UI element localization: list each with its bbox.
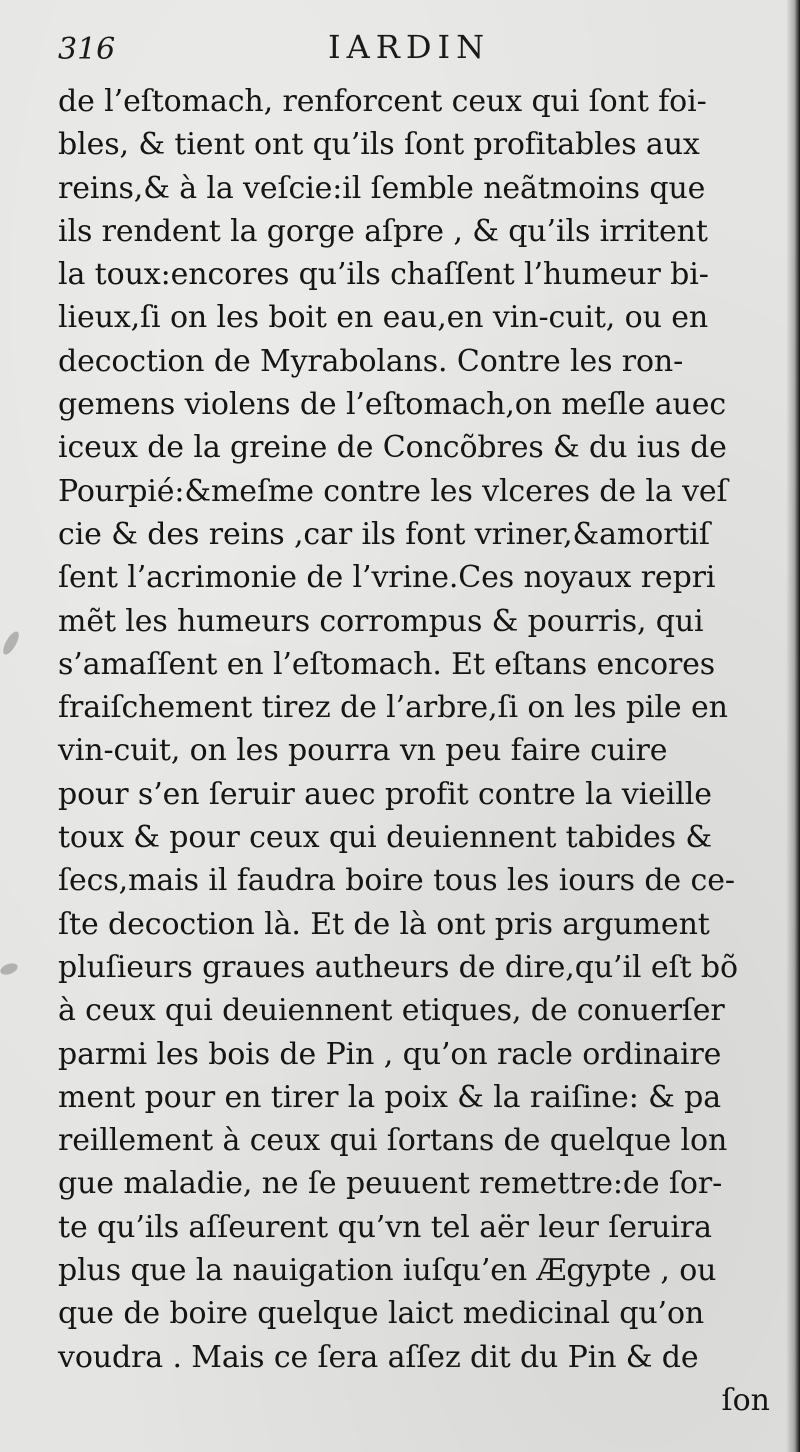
catchword: ſon xyxy=(721,1382,770,1418)
text-line: plus que la nauigation iuſqu’en Ægypte , ou xyxy=(58,1253,717,1289)
text-line: fraiſchement tirez de l’arbre,ſi on les pile en xyxy=(58,690,728,726)
page-edge-shadow xyxy=(786,0,800,1452)
page-number: 316 xyxy=(58,32,116,67)
text-line: de l’eſtomach, renforcent ceux qui ſont foi- xyxy=(58,84,707,119)
text-line: te qu’ils aſſeurent qu’vn tel aër leur ſeruira xyxy=(58,1209,712,1245)
text-line: gemens violens de l’eſtomach,on meſle auec xyxy=(58,387,727,423)
text-line: vin-cuit, on les pourra vn peu faire cuire xyxy=(58,733,668,769)
text-line: parmi les bois de Pin , qu’on racle ordinaire xyxy=(58,1036,722,1072)
text-line: iceux de la greine de Concõbres & du ius de xyxy=(58,430,727,466)
text-line: reillement à ceux qui ſortans de quelque lon xyxy=(58,1123,728,1159)
text-line: reins,& à la veſcie:il ſemble neãtmoins que xyxy=(58,170,706,206)
text-line: gue maladie, ne ſe peuuent remettre:de ſor- xyxy=(58,1166,723,1202)
text-line: cie & des reins ,car ils font vriner,&amortiſ xyxy=(58,516,710,552)
text-line: ment pour en tirer la poix & la raiſine: & pa xyxy=(58,1079,722,1115)
text-line: mẽt les humeurs corrompus & pourris, qui xyxy=(58,603,704,639)
text-line: la toux:encores qu’ils chaſſent l’humeur bi- xyxy=(58,257,709,293)
text-line: bles, & tient ont qu’ils ſont profitables aux xyxy=(58,127,700,163)
text-line: Pourpié:&meſme contre les vlceres de la veſ xyxy=(58,473,728,509)
text-line: decoction de Myrabolans. Contre les ron- xyxy=(58,343,684,379)
text-line: voudra . Mais ce ſera aſſez dit du Pin & de xyxy=(58,1339,699,1375)
text-line: ſent l’acrimonie de l’vrine.Ces noyaux repri xyxy=(58,560,716,596)
text-line: pluſieurs graues autheurs de dire,qu’il eſt bõ xyxy=(58,949,738,985)
page-header xyxy=(58,20,758,80)
text-line: ils rendent la gorge aſpre , & qu’ils irritent xyxy=(58,213,708,249)
text-line: lieux,ſi on les boit en eau,en vin-cuit, ou en xyxy=(58,300,709,336)
text-line: s’amaſſent en l’eſtomach. Et eſtans encores xyxy=(58,646,716,682)
ink-smudge xyxy=(0,629,22,657)
text-line: ſte decoction là. Et de là ont pris argument xyxy=(58,906,710,942)
ink-smudge xyxy=(0,961,19,977)
body-text xyxy=(58,80,778,1422)
running-title: IARDIN xyxy=(328,28,491,66)
text-line: ſecs,mais il faudra boire tous les iours de ce- xyxy=(58,863,735,899)
text-line: que de boire quelque laict medicinal qu’on xyxy=(58,1296,705,1332)
text-line: pour s’en ſeruir auec profit contre la vieille xyxy=(58,776,712,812)
text-line: à ceux qui deuiennent etiques, de conuerſer xyxy=(58,993,725,1029)
text-line: toux & pour ceux qui deuiennent tabides & xyxy=(58,820,712,856)
